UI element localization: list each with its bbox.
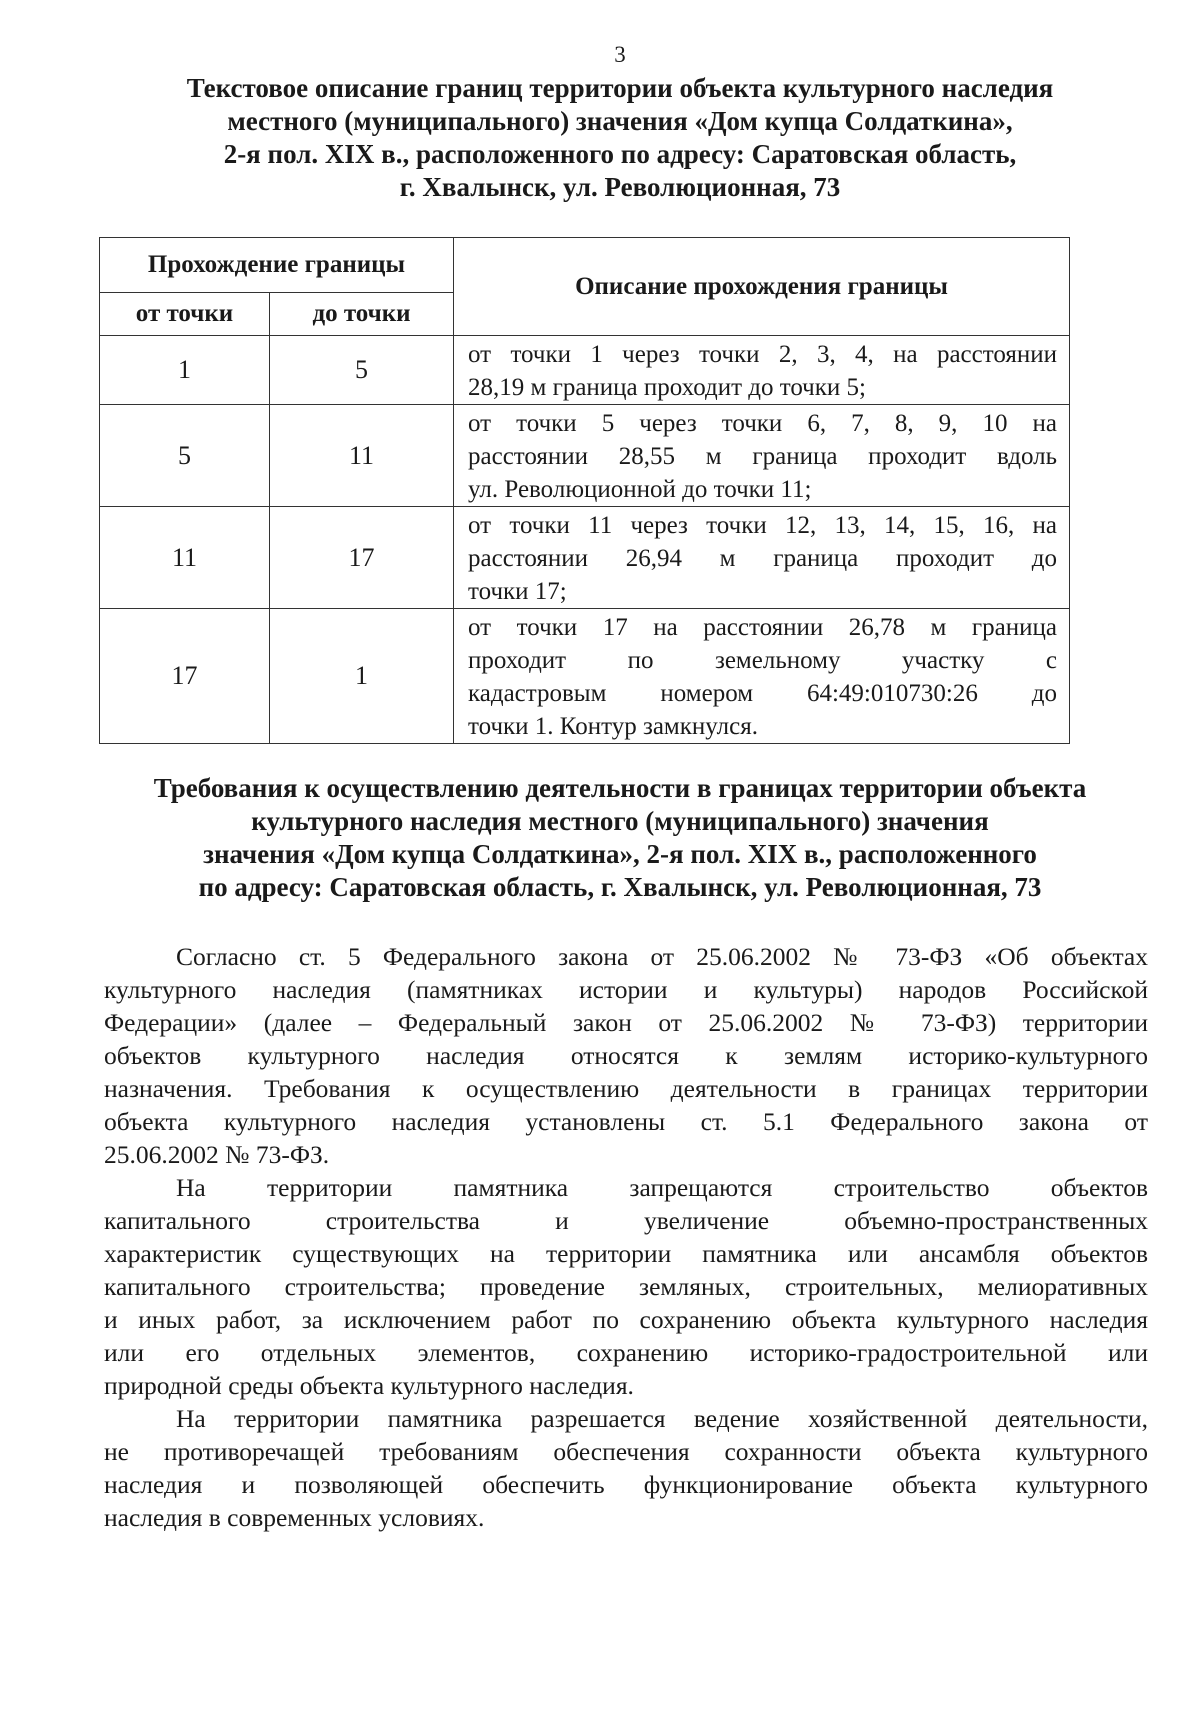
- from-point-cell: 17: [100, 609, 270, 744]
- description-line: точки 1. Контур замкнулся.: [468, 713, 758, 740]
- description-line: от точки 17 на расстоянии 26,78 м граница: [468, 614, 1057, 641]
- heading-line: г. Хвалынск, ул. Революционная, 73: [399, 172, 841, 202]
- paragraph-law-reference: [104, 940, 1148, 1171]
- to-point-cell: 17: [270, 507, 454, 609]
- text-line: Согласно ст. 5 Федерального закона от 25.06.2002 № 73-ФЗ «Об объектах: [176, 942, 1148, 971]
- activity-requirements-heading: [60, 772, 1180, 904]
- text-line: На территории памятника разрешается ведение хозяйственной деятельности,: [176, 1404, 1148, 1433]
- text-line: или его отдельных элементов, сохранению историко-градостроительной или: [104, 1338, 1148, 1367]
- description-line: проходит по земельному участку с: [468, 647, 1057, 674]
- heading-line: значения «Дом купца Солдаткина», 2-я пол. XIX в., расположенного: [203, 839, 1037, 869]
- from-point-cell: 5: [100, 405, 270, 507]
- description-line: 28,19 м граница проходит до точки 5;: [468, 374, 866, 401]
- text-line: культурного наследия (памятниках истории и культуры) народов Российской: [104, 975, 1148, 1004]
- from-point-cell: 1: [100, 336, 270, 405]
- boundary-passage-header: Прохождение границы: [100, 238, 454, 293]
- text-line: наследия в современных условиях.: [104, 1503, 485, 1532]
- text-line: объектов культурного наследия относятся к землям историко-культурного: [104, 1041, 1148, 1070]
- page-number: 3: [614, 42, 626, 67]
- table-row: [100, 405, 1070, 507]
- text-line: наследия и позволяющей обеспечить функционирование объекта культурного: [104, 1470, 1148, 1499]
- text-line: и иных работ, за исключением работ по сохранению объекта культурного наследия: [104, 1305, 1148, 1334]
- from-point-cell: 11: [100, 507, 270, 609]
- description-cell: [454, 336, 1070, 405]
- text-line: На территории памятника запрещаются строительство объектов: [176, 1173, 1148, 1202]
- description-cell: [454, 507, 1070, 609]
- description-line: от точки 1 через точки 2, 3, 4, на расстоянии: [468, 341, 1057, 368]
- heading-line: местного (муниципального) значения «Дом купца Солдаткина»,: [227, 106, 1013, 136]
- boundary-description-heading: [60, 72, 1180, 204]
- text-line: назначения. Требования к осуществлению деятельности в границах территории: [104, 1074, 1148, 1103]
- description-line: расстоянии 28,55 м граница проходит вдоль: [468, 443, 1057, 470]
- boundary-table: [99, 237, 1070, 744]
- to-point-cell: 1: [270, 609, 454, 744]
- text-line: капитального строительства; проведение земляных, строительных, мелиоративных: [104, 1272, 1148, 1301]
- to-point-header: до точки: [270, 293, 454, 336]
- text-line: природной среды объекта культурного наследия.: [104, 1371, 634, 1400]
- description-line: ул. Революционной до точки 11;: [468, 476, 812, 503]
- heading-line: по адресу: Саратовская область, г. Хвалынск, ул. Революционная, 73: [198, 872, 1042, 902]
- heading-line: Требования к осуществлению деятельности в границах территории объекта: [153, 773, 1087, 803]
- description-cell: [454, 609, 1070, 744]
- paragraph-prohibitions: [104, 1171, 1148, 1402]
- description-line: точки 17;: [468, 578, 567, 605]
- description-line: расстоянии 26,94 м граница проходит до: [468, 545, 1057, 572]
- description-header: Описание прохождения границы: [454, 238, 1070, 336]
- table-row: [100, 609, 1070, 744]
- paragraph-permissions: [104, 1402, 1148, 1534]
- body-text: [104, 940, 1148, 1534]
- text-line: не противоречащей требованиям обеспечения сохранности объекта культурного: [104, 1437, 1148, 1466]
- description-line: кадастровым номером 64:49:010730:26 до: [468, 680, 1057, 707]
- heading-line: культурного наследия местного (муниципального) значения: [251, 806, 989, 836]
- text-line: объекта культурного наследия установлены ст. 5.1 Федерального закона от: [104, 1107, 1148, 1136]
- to-point-cell: 11: [270, 405, 454, 507]
- text-line: капитального строительства и увеличение объемно-пространственных: [104, 1206, 1148, 1235]
- description-line: от точки 11 через точки 12, 13, 14, 15, 16, на: [468, 512, 1057, 539]
- text-line: характеристик существующих на территории памятника или ансамбля объектов: [104, 1239, 1148, 1268]
- description-cell: [454, 405, 1070, 507]
- text-line: Федерации» (далее – Федеральный закон от 25.06.2002 № 73-ФЗ) территории: [104, 1008, 1148, 1037]
- text-line: 25.06.2002 № 73-ФЗ.: [104, 1140, 330, 1169]
- table-row: [100, 507, 1070, 609]
- to-point-cell: 5: [270, 336, 454, 405]
- table-row: [100, 336, 1070, 405]
- heading-line: 2-я пол. XIX в., расположенного по адресу: Саратовская область,: [223, 139, 1017, 169]
- description-line: от точки 5 через точки 6, 7, 8, 9, 10 на: [468, 410, 1057, 437]
- heading-line: Текстовое описание границ территории объекта культурного наследия: [186, 73, 1054, 103]
- from-point-header: от точки: [100, 293, 270, 336]
